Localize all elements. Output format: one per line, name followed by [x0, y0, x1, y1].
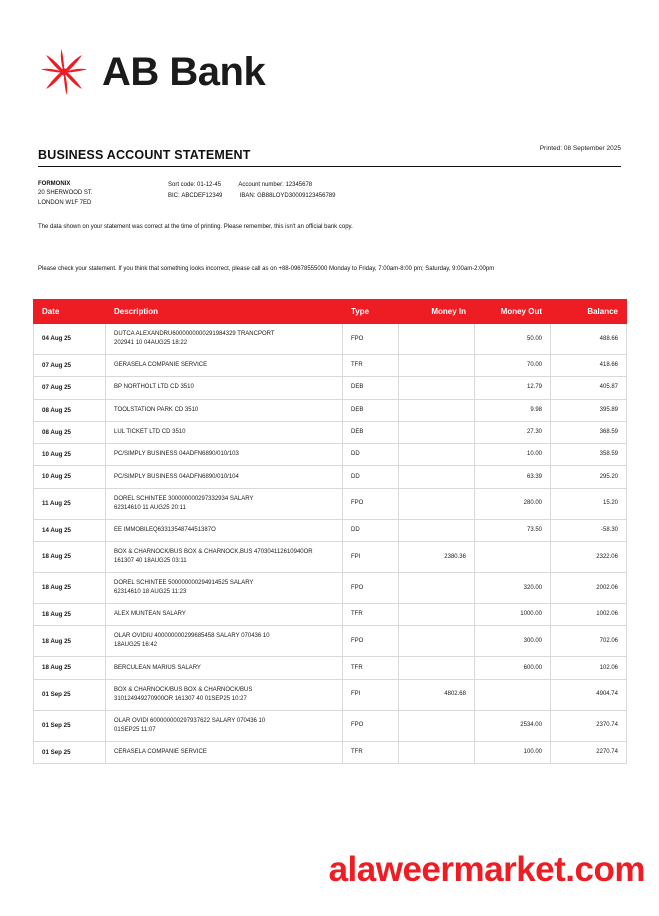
cell-date: 01 Sep 25: [34, 679, 106, 710]
description-line-1: GERASELA COMPANIE SERVICE: [114, 362, 208, 369]
table-row: [34, 573, 627, 604]
table-row: [34, 421, 627, 443]
table-row: [34, 626, 627, 657]
description-line-2: 62314610 18 AUG25 11:23: [114, 589, 187, 596]
table-row: [34, 399, 627, 421]
cell-money-in: [399, 604, 475, 626]
description-line-1: TOOLSTATION PARK CD 3510: [114, 406, 199, 413]
cell-description: [106, 399, 343, 421]
cell-balance: 418.66: [551, 355, 627, 377]
description-line-1: BERCULEAN MARIUS SALARY: [114, 664, 201, 671]
cell-description: [106, 626, 343, 657]
cell-balance: 395.89: [551, 399, 627, 421]
cell-money-in: [399, 657, 475, 679]
description-line-2: 161307 40 18AUG25 03:11: [114, 558, 187, 565]
cell-description: [106, 542, 343, 573]
cell-money-in: 4802.68: [399, 679, 475, 710]
cell-date: 08 Aug 25: [34, 399, 106, 421]
table-row: [34, 466, 627, 488]
cell-description: [106, 466, 343, 488]
cell-money-in: [399, 399, 475, 421]
cell-type: FPO: [343, 324, 399, 355]
cell-date: 10 Aug 25: [34, 466, 106, 488]
description-line-2: 62314610 11 AUG25 20:11: [114, 504, 186, 511]
cell-balance: 2370.74: [551, 710, 627, 741]
description-line-1: OLAR OVIDI 600000000297937622 SALARY 070436 10: [114, 717, 266, 724]
cell-date: 18 Aug 25: [34, 657, 106, 679]
title-divider: [38, 166, 621, 167]
cell-money-out: [475, 542, 551, 573]
iban-value: GB88LOYD30009123456789: [257, 192, 336, 199]
cell-date: 01 Sep 25: [34, 710, 106, 741]
cell-money-in: [399, 519, 475, 541]
cell-money-in: 2380.36: [399, 542, 475, 573]
cell-description: [106, 519, 343, 541]
cell-date: 11 Aug 25: [34, 488, 106, 519]
iban-label: IBAN:: [239, 192, 256, 199]
cell-money-in: [399, 741, 475, 763]
cell-money-in: [399, 324, 475, 355]
table-row: [34, 488, 627, 519]
table-row: [34, 710, 627, 741]
cell-date: 01 Sep 25: [34, 741, 106, 763]
holder-name: FORMONIX: [38, 181, 71, 187]
sort-code-value: 01-12-45: [197, 182, 222, 188]
cell-money-in: [399, 626, 475, 657]
cell-money-in: [399, 573, 475, 604]
cell-date: 14 Aug 25: [34, 519, 106, 541]
cell-type: DD: [343, 519, 399, 541]
cell-description: [106, 657, 343, 679]
cell-type: DD: [343, 444, 399, 466]
cell-money-out: 12.79: [475, 377, 551, 399]
table-body: [34, 324, 627, 764]
printed-date: Printed: 08 September 2025: [539, 145, 621, 152]
holder-address-line2: LONDON W1F 7ED: [38, 199, 92, 206]
table-row: [34, 324, 627, 355]
cell-money-out: 300.00: [475, 626, 551, 657]
bank-name: AB Bank: [102, 50, 266, 94]
description-line-1: ALEX MUNTEAN SALARY: [114, 611, 186, 618]
cell-description: [106, 573, 343, 604]
cell-description: [106, 679, 343, 710]
table-row: [34, 679, 627, 710]
description-line-1: DOREL SCHINTEE 300000000297332934 SALARY: [114, 495, 254, 502]
table-row: [34, 444, 627, 466]
cell-type: DD: [343, 466, 399, 488]
account-holder-address: [38, 180, 93, 208]
cell-date: 18 Aug 25: [34, 542, 106, 573]
cell-type: FPO: [343, 626, 399, 657]
cell-type: FPO: [343, 573, 399, 604]
cell-balance: 702.06: [551, 626, 627, 657]
cell-money-out: 73.50: [475, 519, 551, 541]
cell-money-in: [399, 444, 475, 466]
bic-label: BIC:: [168, 192, 180, 199]
account-number-value: 12345678: [285, 182, 313, 188]
description-line-1: CERASELA COMPANIE SERVICE: [114, 748, 207, 755]
cell-type: TFR: [343, 355, 399, 377]
cell-description: [106, 710, 343, 741]
cell-balance: 2270.74: [551, 741, 627, 763]
cell-balance: 295.20: [551, 466, 627, 488]
cell-date: 07 Aug 25: [34, 355, 106, 377]
cell-description: [106, 377, 343, 399]
cell-money-out: 70.00: [475, 355, 551, 377]
cell-type: DEB: [343, 421, 399, 443]
cell-balance: 358.59: [551, 444, 627, 466]
cell-type: FPI: [343, 542, 399, 573]
cell-money-in: [399, 421, 475, 443]
description-line-2: 202941 10 04AUG25 18:22: [114, 340, 188, 346]
cell-description: [106, 604, 343, 626]
description-line-1: PC/SIMPLY BUSINESS 04ADFN6890/010/104: [114, 473, 239, 480]
description-line-1: PC/SIMPLY BUSINESS 04ADFN6890/010/103: [114, 451, 239, 458]
cell-money-in: [399, 355, 475, 377]
column-header-date: Date: [34, 300, 106, 324]
bank-logo: [38, 46, 265, 98]
cell-money-in: [399, 710, 475, 741]
description-line-1: LUL TICKET LTD CD 3510: [114, 429, 186, 436]
cell-balance: 15.20: [551, 488, 627, 519]
description-line-2: 310124949270900OR 161307 40 01SEP25 10:27: [114, 695, 247, 702]
cell-money-out: 9.98: [475, 399, 551, 421]
cell-type: TFR: [343, 604, 399, 626]
cell-balance: 2322.06: [551, 542, 627, 573]
bic-value: ABCDEF12349: [181, 192, 223, 199]
cell-date: 18 Aug 25: [34, 604, 106, 626]
holder-address-line1: 20 SHERWOOD ST.: [38, 190, 93, 197]
description-line-1: BP NORTHOLT LTD CD 3510: [114, 384, 194, 391]
cell-money-out: 1000.00: [475, 604, 551, 626]
cell-money-out: 600.00: [475, 657, 551, 679]
description-line-1: EE IMMOBILEQ6331354874451387O: [114, 526, 216, 533]
cell-money-out: 10.00: [475, 444, 551, 466]
cell-date: 08 Aug 25: [34, 421, 106, 443]
cell-description: [106, 324, 343, 355]
cell-date: 04 Aug 25: [34, 324, 106, 355]
contact-notice: Please check your statement. If you think that something looks incorrect, please call as on +88-09678555000 Monday to Friday, 7:00am-8:00 pm; Saturday, 9:00am-2:00pm: [38, 266, 495, 272]
cell-balance: -58.30: [551, 519, 627, 541]
cell-type: TFR: [343, 657, 399, 679]
table-header-row: [34, 300, 627, 324]
cell-balance: 102.06: [551, 657, 627, 679]
column-header-money-in: Money In: [399, 300, 475, 324]
table-row: [34, 519, 627, 541]
watermark: alaweermarket.com: [328, 850, 645, 889]
sort-code-label: Sort code:: [168, 182, 196, 188]
cell-date: 18 Aug 25: [34, 626, 106, 657]
description-line-2: 18AUG25 16:42: [114, 642, 158, 649]
cell-money-in: [399, 377, 475, 399]
cell-type: FPI: [343, 679, 399, 710]
cell-type: FPO: [343, 710, 399, 741]
table-row: [34, 355, 627, 377]
cell-balance: 405.87: [551, 377, 627, 399]
column-header-balance: Balance: [551, 300, 627, 324]
cell-type: TFR: [343, 741, 399, 763]
printing-notice: The data shown on your statement was correct at the time of printing. Please remember, this isn't an official bank copy.: [38, 224, 353, 230]
cell-money-out: 50.00: [475, 324, 551, 355]
cell-money-out: 63.39: [475, 466, 551, 488]
column-header-money-out: Money Out: [475, 300, 551, 324]
transactions-table: [33, 299, 627, 764]
cell-balance: 488.66: [551, 324, 627, 355]
description-line-1: BOX & CHARNOCK/BUS BOX & CHARNOCK/BUS: [114, 686, 253, 693]
account-details: [168, 181, 335, 201]
cell-description: [106, 421, 343, 443]
description-line-1: DUTCA ALEXANDRU6000000000291984329 TRANCPORT: [114, 331, 275, 337]
cell-money-in: [399, 466, 475, 488]
cell-money-out: 100.00: [475, 741, 551, 763]
cell-description: [106, 741, 343, 763]
cell-money-out: 27.30: [475, 421, 551, 443]
table-row: [34, 604, 627, 626]
table-row: [34, 542, 627, 573]
cell-money-out: 280.00: [475, 488, 551, 519]
table-row: [34, 741, 627, 763]
cell-type: DEB: [343, 399, 399, 421]
table-row: [34, 657, 627, 679]
description-line-1: BOX & CHARNOCK/BUS BOX & CHARNOCK,BUS 470304112610940OR: [114, 549, 313, 556]
cell-description: [106, 355, 343, 377]
table-row: [34, 377, 627, 399]
cell-type: DEB: [343, 377, 399, 399]
description-line-1: DOREL SCHINTEE 500000000294914525 SALARY: [114, 580, 254, 587]
cell-balance: 1002.06: [551, 604, 627, 626]
cell-balance: 2002.06: [551, 573, 627, 604]
cell-balance: 4904.74: [551, 679, 627, 710]
cell-date: 10 Aug 25: [34, 444, 106, 466]
account-number-label: Account number:: [238, 182, 284, 188]
cell-money-out: [475, 679, 551, 710]
cell-date: 18 Aug 25: [34, 573, 106, 604]
cell-money-in: [399, 488, 475, 519]
cell-date: 07 Aug 25: [34, 377, 106, 399]
column-header-description: Description: [106, 300, 343, 324]
description-line-2: 01SEP25 11:07: [114, 726, 156, 733]
cell-description: [106, 444, 343, 466]
starburst-icon: [38, 46, 90, 98]
column-header-type: Type: [343, 300, 399, 324]
cell-description: [106, 488, 343, 519]
cell-money-out: 2534.00: [475, 710, 551, 741]
cell-type: FPO: [343, 488, 399, 519]
cell-balance: 368.59: [551, 421, 627, 443]
cell-money-out: 320.00: [475, 573, 551, 604]
page-title: BUSINESS ACCOUNT STATEMENT: [38, 148, 251, 162]
description-line-1: OLAR OVIDIU 400000000299685458 SALARY 070436 10: [114, 633, 270, 640]
